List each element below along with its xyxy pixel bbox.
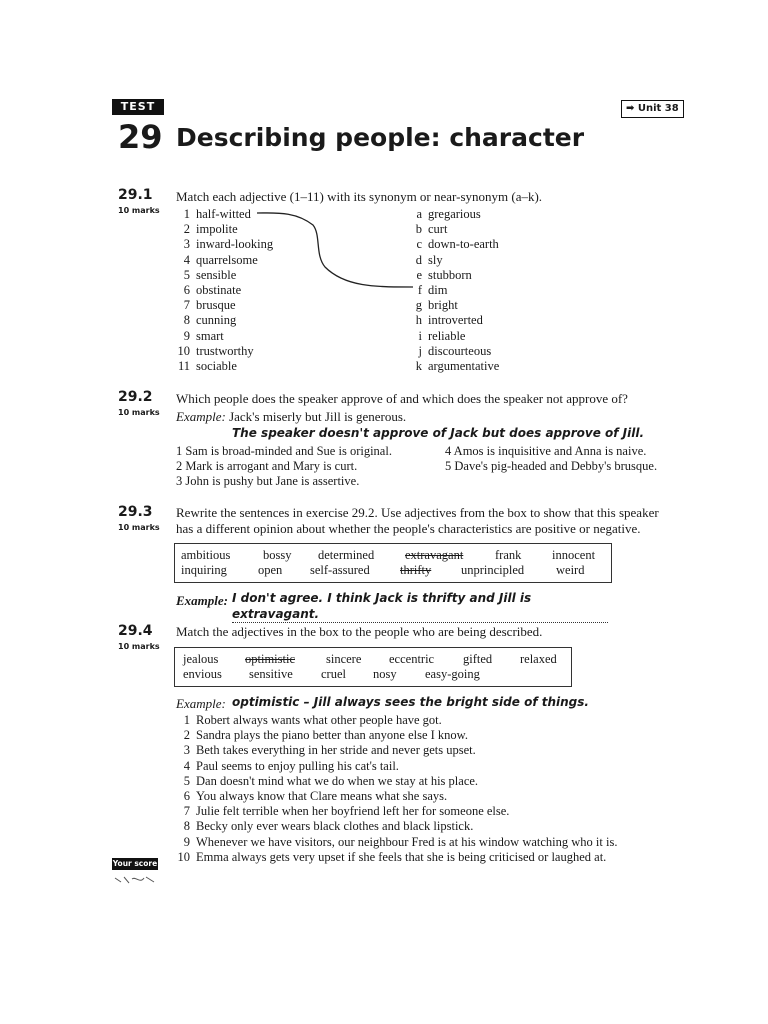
list-item: k argumentative (415, 359, 500, 374)
exercise-instruction: Match the adjectives in the box to the people who are being described. (176, 624, 543, 639)
exercise-instruction: Rewrite the sentences in exercise 29.2. Use adjectives from the box to show that this speaker (176, 505, 659, 520)
exercise-instruction: Which people does the speaker approve of and which does the speaker not approve of? (176, 391, 628, 406)
list-item: 6 obstinate (183, 283, 242, 298)
list-item: i reliable (418, 328, 466, 343)
list-item: g bright (415, 298, 458, 313)
word: inquiring (181, 563, 227, 577)
list-item: 5 Dan doesn't mind what we do when we stay at his place. (183, 773, 479, 788)
list-item: 10 trustworthy (177, 343, 254, 358)
list-item: d sly (415, 252, 443, 267)
word: easy-going (425, 667, 480, 681)
exercise-marks: 10 marks (118, 523, 160, 532)
exercise-marks: 10 marks (118, 206, 160, 215)
example-text: Jack's miserly but Jill is generous. (229, 409, 407, 424)
list-item: b curt (415, 222, 448, 237)
list-item: 1 half-witted (183, 207, 251, 221)
word-crossed-out: optimistic (245, 652, 295, 666)
list-item: c down-to-earth (416, 237, 499, 252)
word: bossy (263, 548, 292, 562)
test-badge: TEST (112, 99, 164, 115)
word: innocent (552, 548, 596, 562)
example-label: Example: (176, 409, 226, 424)
list-item: 7 brusque (183, 298, 236, 313)
list-item: 7 Julie felt terrible when her boyfriend left her for someone else. (183, 804, 510, 819)
score-label: Your score (112, 859, 158, 868)
list-item: f dim (417, 283, 448, 298)
word: open (258, 563, 283, 577)
test-number: 29 (118, 118, 163, 156)
list-item: a gregarious (416, 207, 481, 221)
description-list (168, 713, 688, 865)
exercise-marks: 10 marks (118, 642, 160, 651)
word: self-assured (310, 563, 370, 577)
exercise-instruction: has a different opinion about whether the people's characteristics are positive or negative. (176, 521, 641, 536)
exercise-number: 29.4 (118, 623, 153, 639)
word-crossed-out: thrifty (400, 563, 432, 577)
example-answer: optimistic – Jill always sees the bright side of things. (232, 695, 589, 709)
exercise-instruction: Match each adjective (1–11) with its synonym or near-synonym (a–k). (176, 189, 543, 204)
word: relaxed (520, 652, 557, 666)
list-item: 3 John is pushy but Jane is assertive. (176, 474, 360, 489)
list-item: 4 Amos is inquisitive and Anna is naive. (445, 444, 647, 458)
list-item: 10 Emma always gets very upset if she feels that she is being criticised or laughed at. (177, 849, 607, 864)
example-label: Example: (176, 696, 226, 711)
page-title: Describing people: character (176, 123, 585, 152)
statement-list (445, 444, 685, 474)
exercise-marks: 10 marks (118, 408, 160, 417)
word-box (174, 647, 572, 687)
list-item: 2 Sandra plays the piano better than anyone else I know. (183, 728, 469, 743)
list-item: 1 Sam is broad-minded and Sue is original. (176, 444, 392, 458)
list-item: 9 smart (183, 328, 224, 343)
word: sincere (326, 652, 362, 666)
exercise-number: 29.2 (118, 389, 153, 405)
word: ambitious (181, 548, 231, 562)
list-item: 5 Dave's pig-headed and Debby's brusque. (445, 459, 658, 474)
word: gifted (463, 652, 493, 666)
example-label: Example: (176, 593, 228, 608)
example-line (176, 408, 406, 425)
word: determined (318, 548, 375, 562)
word: sensitive (249, 667, 293, 681)
statement-list (176, 444, 436, 490)
word-box (174, 543, 612, 583)
list-item: 5 sensible (183, 267, 237, 282)
match-line (255, 205, 425, 295)
list-item: 3 Beth takes everything in her stride and never gets upset. (183, 743, 476, 758)
list-item: 8 Becky only ever wears black clothes and black lipstick. (183, 819, 474, 834)
example-answer: The speaker doesn't approve of Jack but does approve of Jill. (232, 426, 645, 440)
list-item: 4 Paul seems to enjoy pulling his cat's tail. (183, 758, 399, 773)
list-item: 11 sociable (177, 359, 237, 374)
unit-reference: ➡ Unit 38 (621, 100, 684, 118)
word: unprincipled (461, 563, 525, 577)
word: eccentric (389, 652, 435, 666)
list-item: e stubborn (416, 267, 472, 282)
list-item: 2 Mark is arrogant and Mary is curt. (176, 459, 358, 474)
synonym-list (410, 207, 590, 374)
list-item: 6 You always know that Clare means what she says. (183, 789, 448, 804)
list-item: 9 Whenever we have visitors, our neighbour Fred is at his window watching who it is. (183, 834, 618, 849)
list-item: j discourteous (418, 343, 492, 358)
list-item: 3 inward-looking (183, 237, 274, 252)
word: envious (183, 667, 222, 681)
example-answer: I don't agree. I think Jack is thrifty and Jill is extravagant. (232, 590, 608, 623)
word: frank (495, 548, 522, 562)
word: cruel (321, 667, 346, 681)
word: jealous (183, 652, 219, 666)
list-item: 1 Robert always wants what other people have got. (183, 713, 442, 727)
list-item: 4 quarrelsome (183, 252, 258, 267)
word: weird (556, 563, 585, 577)
exercise-number: 29.1 (118, 187, 153, 203)
word: nosy (373, 667, 397, 681)
list-item: 2 impolite (183, 222, 238, 237)
exercise-number: 29.3 (118, 504, 153, 520)
word-crossed-out: extravagant (405, 548, 464, 562)
list-item: 8 cunning (183, 313, 237, 328)
list-item: h introverted (415, 313, 483, 328)
